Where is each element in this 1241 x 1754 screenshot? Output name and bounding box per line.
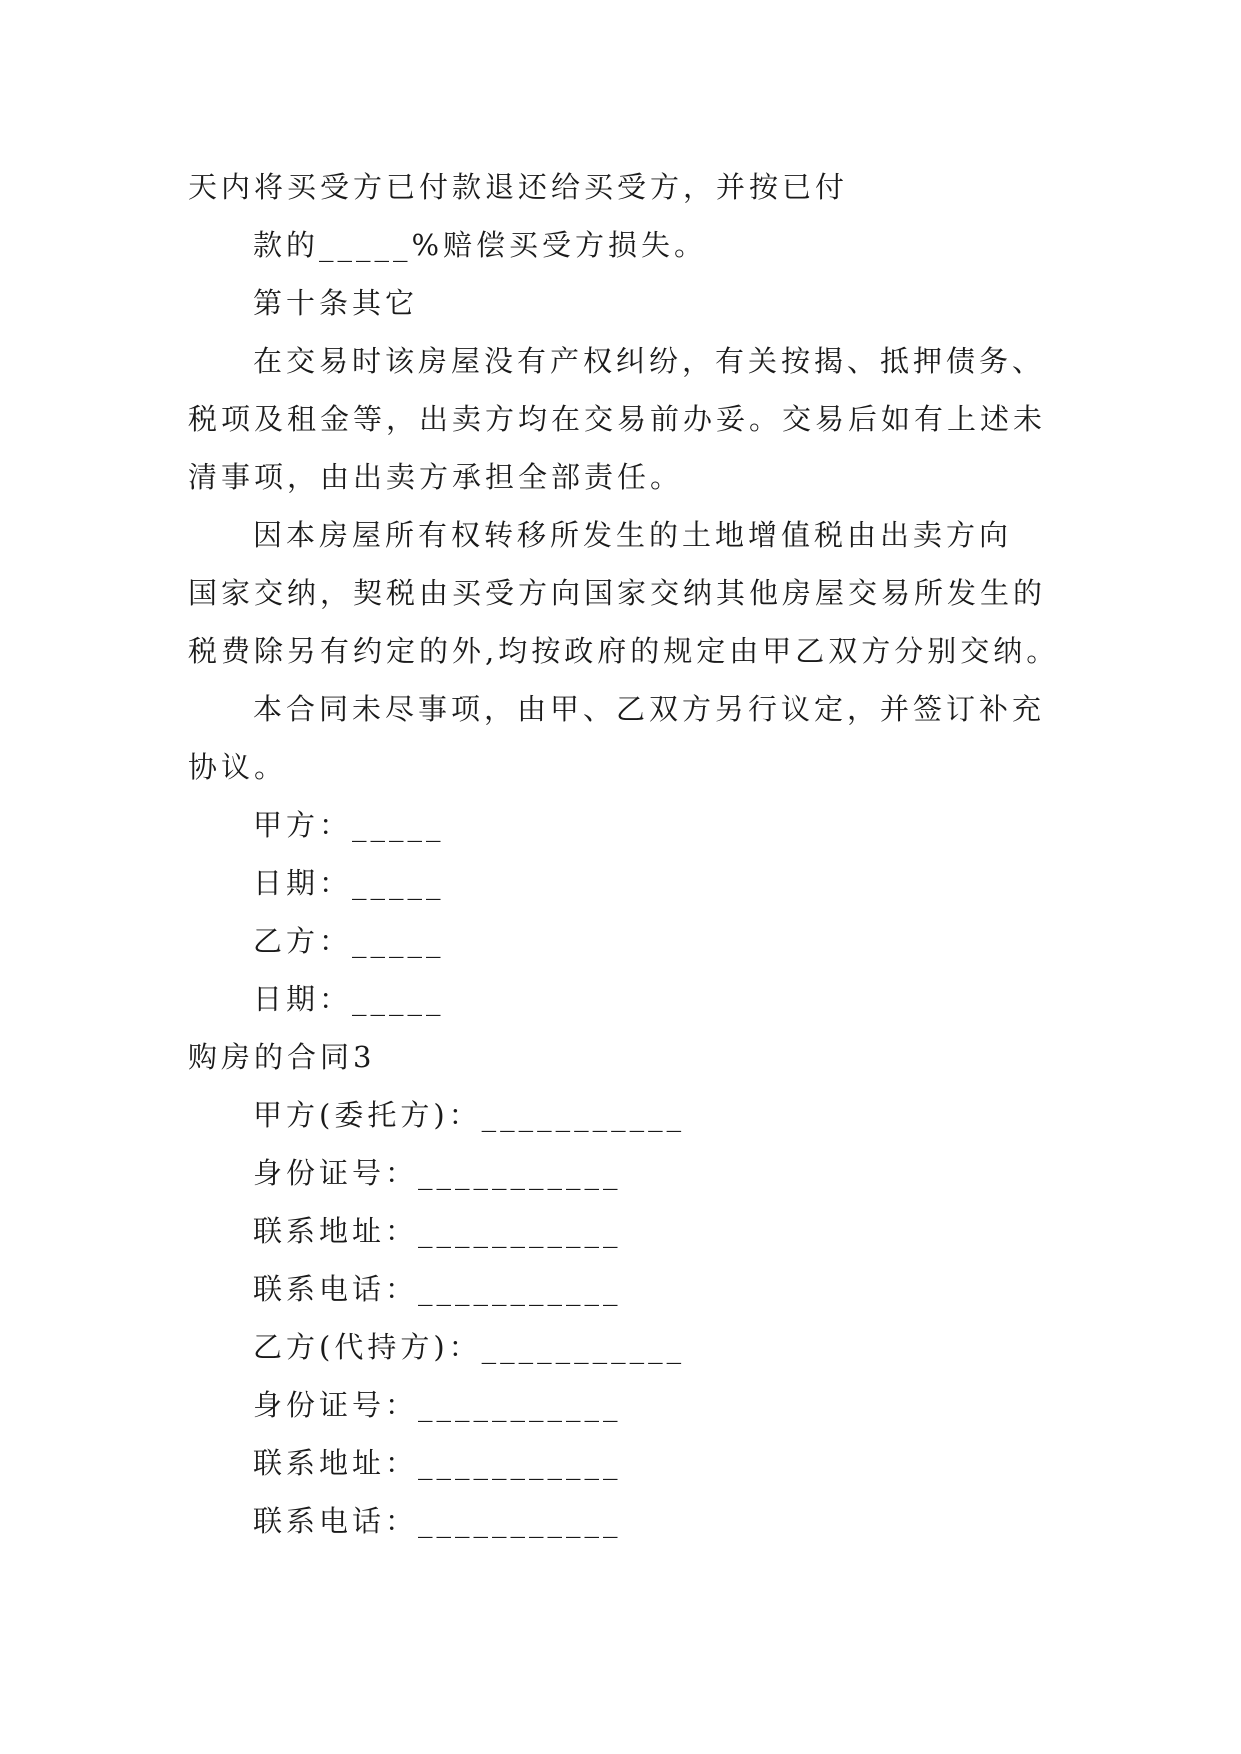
signature-party-b: 乙方：_____ <box>253 924 445 958</box>
text-line: 因本房屋所有权转移所发生的土地增值税由出卖方向 <box>253 518 1013 552</box>
text-line: 协议。 <box>188 750 288 784</box>
signature-date-b: 日期：_____ <box>253 982 445 1016</box>
text-line: 款的_____%赔偿买受方损失。 <box>253 228 708 262</box>
text-line: 税项及租金等，出卖方均在交易前办妥。交易后如有上述未 <box>188 402 1047 436</box>
text-line: 清事项，由出卖方承担全部责任。 <box>188 460 684 494</box>
party-a-address-field: 联系地址：___________ <box>253 1214 622 1248</box>
signature-party-a: 甲方：_____ <box>253 808 445 842</box>
text-line: 在交易时该房屋没有产权纠纷，有关按揭、抵押债务、 <box>253 344 1046 378</box>
party-b-field: 乙方(代持方)：___________ <box>253 1330 686 1364</box>
document-page <box>188 158 1068 1550</box>
party-a-phone-field: 联系电话：___________ <box>253 1272 622 1306</box>
contract-title: 购房的合同3 <box>188 1040 376 1074</box>
party-a-id-field: 身份证号：___________ <box>253 1156 622 1190</box>
party-b-id-field: 身份证号：___________ <box>253 1388 622 1422</box>
party-b-phone-field: 联系电话：___________ <box>253 1504 622 1538</box>
text-line: 本合同未尽事项，由甲、乙双方另行议定，并签订补充 <box>253 692 1046 726</box>
section-heading: 第十条其它 <box>253 286 419 320</box>
party-a-field: 甲方(委托方)：___________ <box>253 1098 686 1132</box>
party-b-address-field: 联系地址：___________ <box>253 1446 622 1480</box>
text-line: 税费除另有约定的外,均按政府的规定由甲乙双方分别交纳。 <box>188 634 1060 668</box>
text-line: 国家交纳，契税由买受方向国家交纳其他房屋交易所发生的 <box>188 576 1047 610</box>
text-line: 天内将买受方已付款退还给买受方，并按已付 <box>188 170 849 204</box>
signature-date-a: 日期：_____ <box>253 866 445 900</box>
